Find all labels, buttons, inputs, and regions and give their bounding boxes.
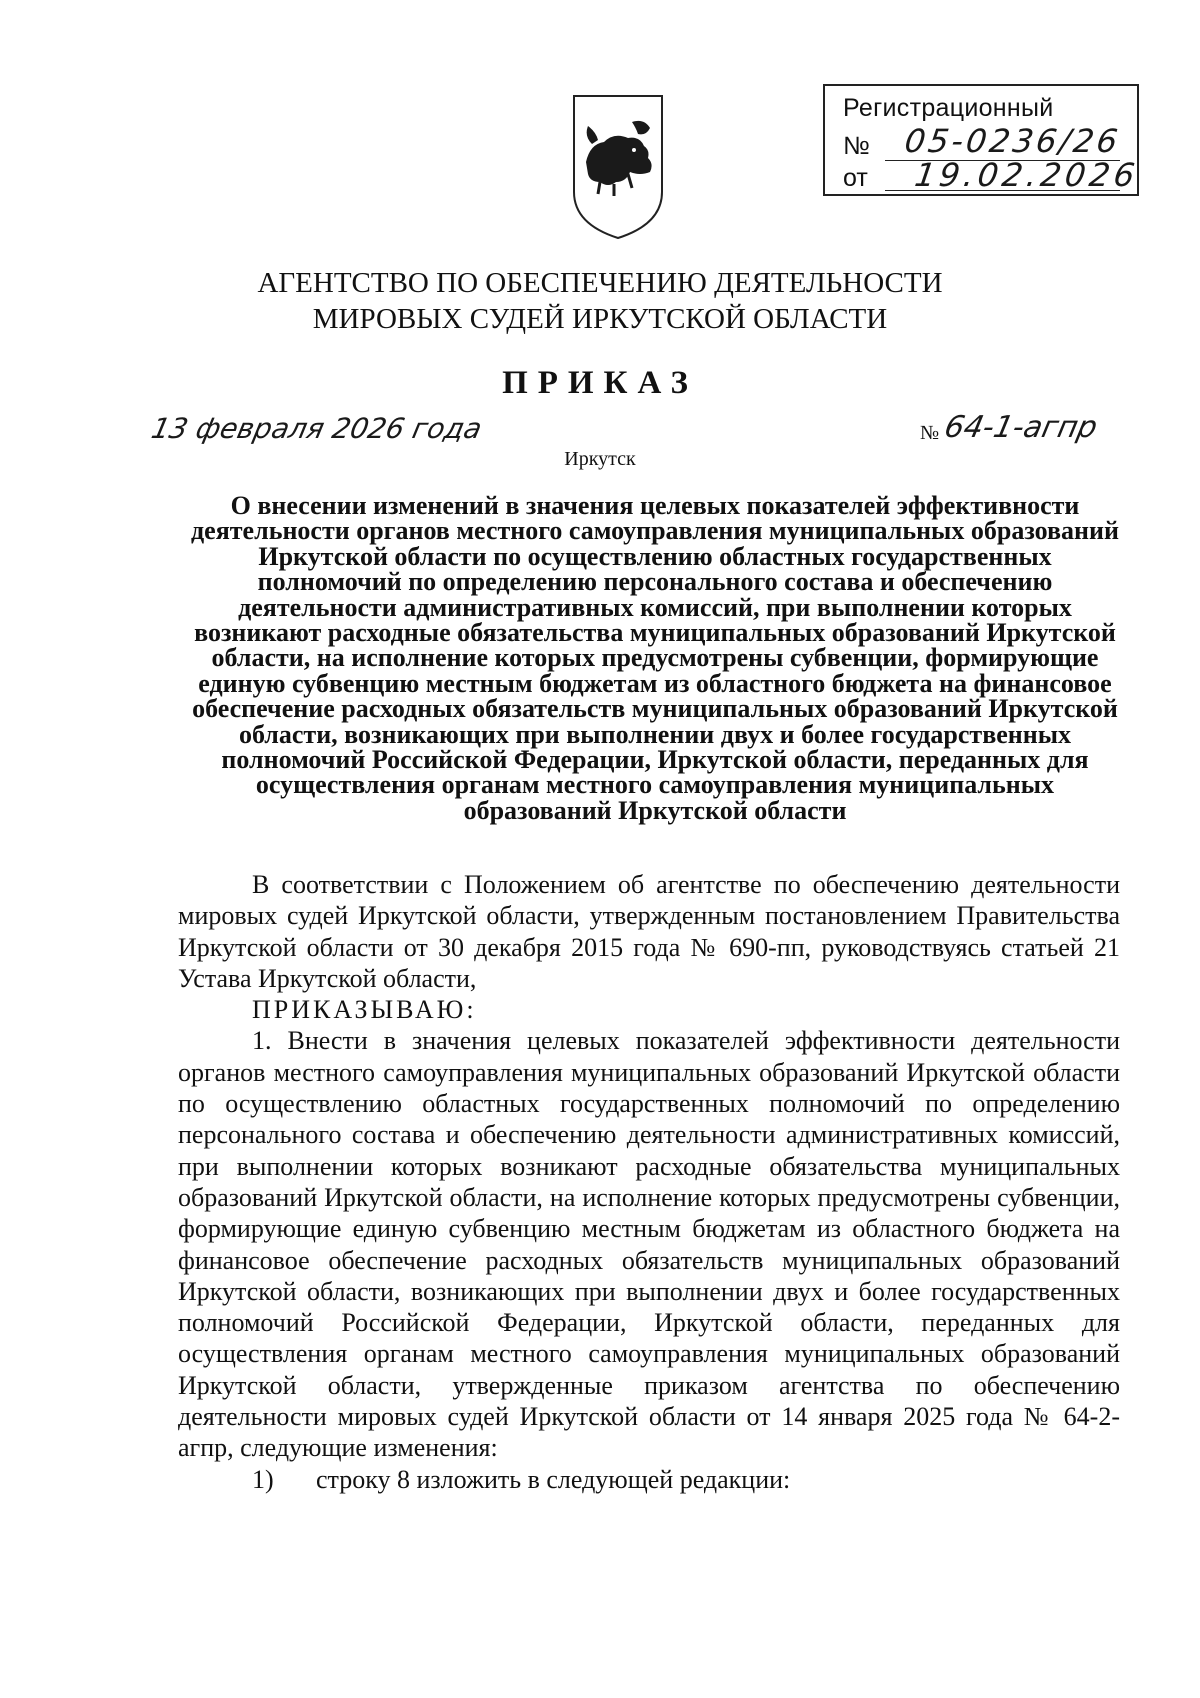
subitem-1-text: строку 8 изложить в следующей редакции: xyxy=(316,1464,791,1494)
registration-date-label: от xyxy=(843,164,868,192)
order-body xyxy=(178,869,1120,1495)
registration-title: Регистрационный xyxy=(843,94,1054,122)
preamble-paragraph: В соответствии с Положением об агентстве по обеспечению деятельности мировых судей Иркутской области, утвержденным постановлением Правительства Иркутской области от 30 декабря 2015 года № 690-пп, руководствуясь статьей 21 Устава Иркутской области, xyxy=(178,870,1120,993)
registration-number-handwritten: 05-0236/26 xyxy=(902,122,1123,160)
registration-stamp xyxy=(823,84,1139,196)
order-number-handwritten: 64-1-агпр xyxy=(941,410,1101,445)
subitem-1 xyxy=(178,1464,1120,1495)
registration-number-label: № xyxy=(843,132,870,160)
order-word: ПРИКАЗЫВАЮ: xyxy=(252,995,477,1025)
agency-name-line2: МИРОВЫХ СУДЕЙ ИРКУТСКОЙ ОБЛАСТИ xyxy=(312,303,888,335)
coat-of-arms-icon xyxy=(570,92,666,242)
order-heading: О внесении изменений в значения целевых показателей эффективности деятельности органов местного самоуправления муниципальных образований Иркутской области по осуществлению областных государственных полномочий по определению персонального состава и обеспечению деятельности административных комиссий, при выполнении которых возникают расходные обязательства муниципальных образований Иркутской области, на исполнение которых предусмотрены субвенции, формирующие единую субвенцию местным бюджетам из областного бюджета на финансовое обеспечение расходных обязательств муниципальных образований Иркутской области, возникающих при выполнении двух и более государственных полномочий Российской Федерации, Иркутской области, переданных для осуществления органам местного самоуправления муниципальных образований Иркутской области xyxy=(191,491,1119,825)
order-title: ПРИКАЗ xyxy=(502,365,698,401)
order-city: Иркутск xyxy=(564,448,636,470)
registration-date-underline xyxy=(885,190,1120,191)
order-date-handwritten: 13 февраля 2026 года xyxy=(148,412,485,445)
subitem-1-number: 1) xyxy=(252,1464,274,1494)
item-1-paragraph: 1. Внести в значения целевых показателей эффективности деятельности органов местного самоуправления муниципальных образований Иркутской области по осуществлению областных государственных полномочий по определению персонального состава и обеспечению деятельности административных комиссий, при выполнении которых возникают расходные обязательства муниципальных образований Иркутской области, на исполнение которых предусмотрены субвенции, формирующие единую субвенцию местным бюджетам из областного бюджета на финансовое обеспечение расходных обязательств муниципальных образований Иркутской области, возникающих при выполнении двух и более государственных полномочий Российской Федерации, Иркутской области, переданных для осуществления органам местного самоуправления муниципальных образований Иркутской области, утвержденные приказом агентства по обеспечению деятельности мировых судей Иркутской области от 14 января 2025 года № 64-2-агпр, следующие изменения: xyxy=(178,1026,1120,1463)
registration-date-handwritten: 19.02.2026 xyxy=(912,156,1141,194)
order-number-label: № xyxy=(920,422,940,444)
agency-name-line1: АГЕНТСТВО ПО ОБЕСПЕЧЕНИЮ ДЕЯТЕЛЬНОСТИ xyxy=(257,267,943,299)
